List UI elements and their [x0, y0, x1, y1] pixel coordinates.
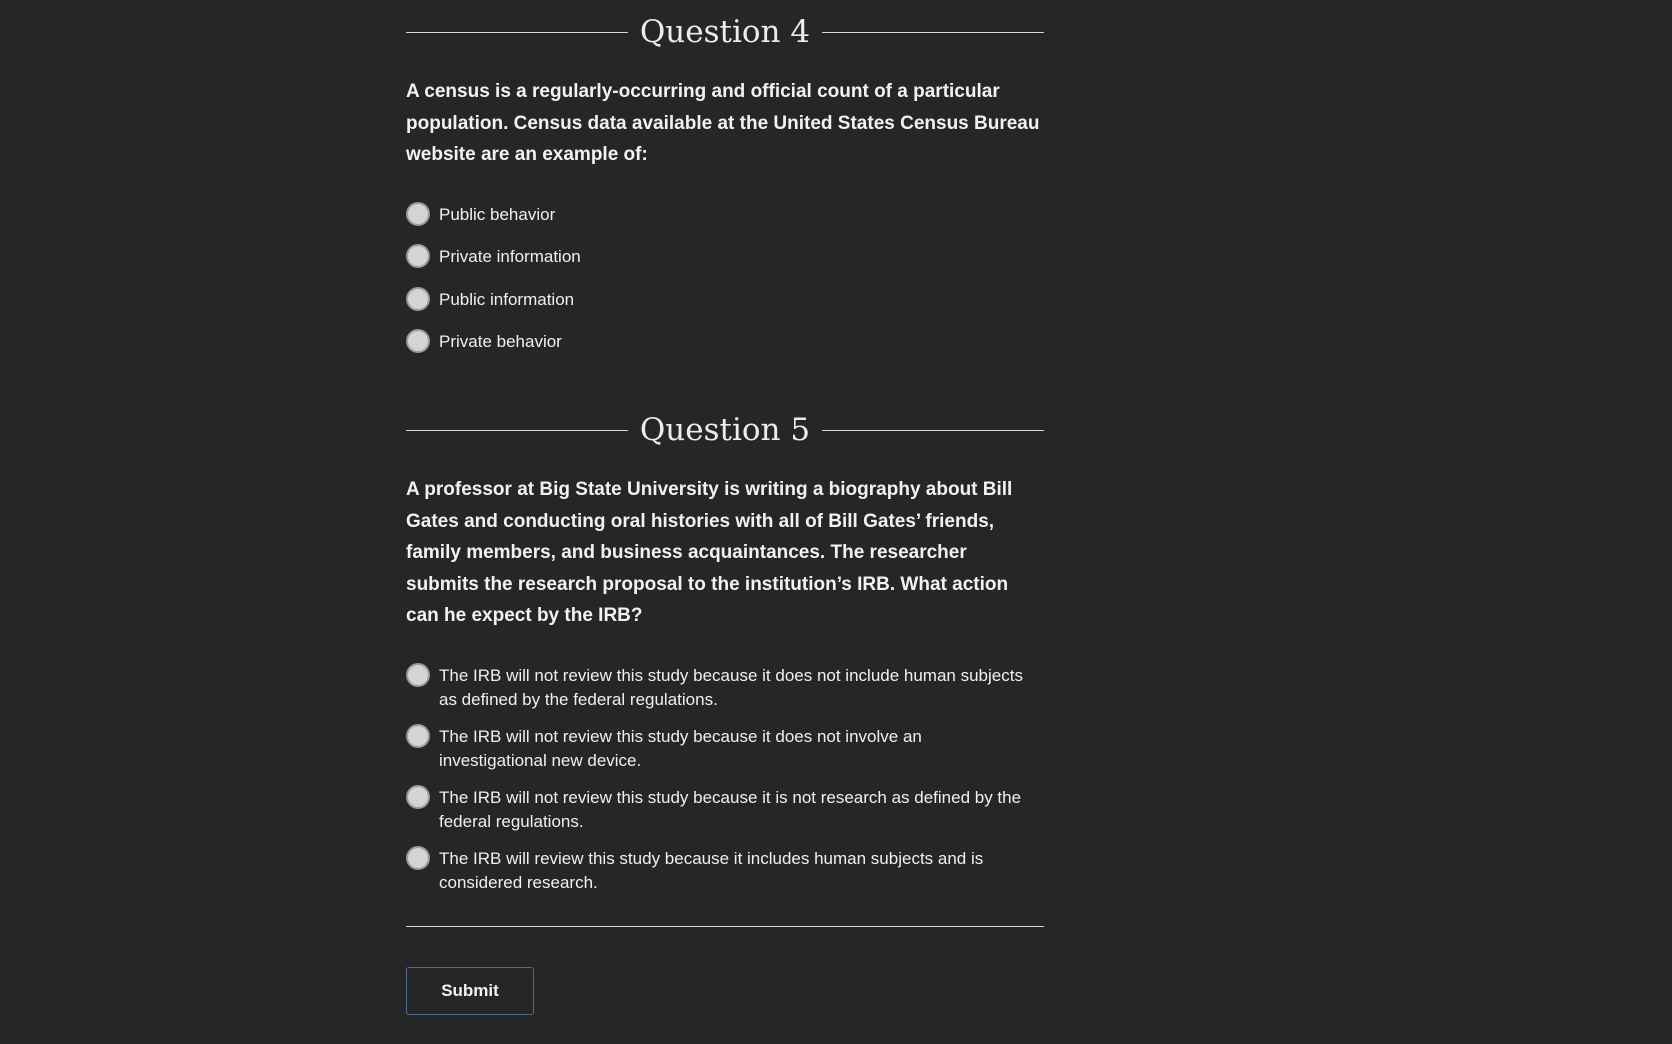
question-text: A census is a regularly-occurring and official count of a particular population. Census data available at the United States Census Bureau website are an example of:	[406, 81, 1040, 165]
divider-right	[822, 430, 1044, 431]
answer-label: Public behavior	[439, 204, 556, 224]
quiz-form	[406, 0, 1044, 1015]
divider-left	[406, 32, 628, 33]
question-header	[406, 0, 1044, 64]
radio-button[interactable]	[406, 846, 430, 870]
radio-button[interactable]	[406, 287, 430, 311]
answer-label: The IRB will review this study because it includes human subjects and is considered research.	[439, 848, 984, 892]
radio-button[interactable]	[406, 724, 430, 748]
radio-button[interactable]	[406, 202, 430, 226]
answer-option[interactable]	[406, 847, 1044, 895]
question-text: A professor at Big State University is writing a biography about Bill Gates and conducting oral histories with all of Bill Gates’ friends, family members, and business acquaintances. The researcher submits the research proposal to the institution’s IRB. What action can he expect by the IRB?	[406, 479, 1013, 626]
question-title: Question 4	[639, 14, 811, 50]
form-divider	[406, 926, 1044, 927]
answer-option[interactable]	[406, 203, 1044, 227]
submit-button[interactable]: Submit	[406, 967, 534, 1015]
question-4	[406, 0, 1044, 354]
question-title: Question 5	[639, 412, 811, 448]
radio-button[interactable]	[406, 785, 430, 809]
answer-option[interactable]	[406, 245, 1044, 269]
divider-left	[406, 430, 628, 431]
answer-option[interactable]	[406, 786, 1044, 834]
radio-button[interactable]	[406, 663, 430, 687]
answer-label: The IRB will not review this study because it is not research as defined by the federal regulations.	[439, 787, 1022, 831]
answer-label: The IRB will not review this study because it does not involve an investigational new device.	[439, 726, 922, 770]
question-header	[406, 398, 1044, 462]
answer-label: The IRB will not review this study because it does not include human subjects as defined by the federal regulations.	[439, 665, 1023, 709]
radio-button[interactable]	[406, 244, 430, 268]
answer-options	[406, 203, 1044, 355]
divider-right	[822, 32, 1044, 33]
answer-options	[406, 664, 1044, 895]
answer-label: Public information	[439, 289, 575, 309]
question-5	[406, 398, 1044, 895]
answer-option[interactable]	[406, 725, 1044, 773]
answer-option[interactable]	[406, 288, 1044, 312]
answer-option[interactable]	[406, 664, 1044, 712]
answer-option[interactable]	[406, 330, 1044, 354]
radio-button[interactable]	[406, 329, 430, 353]
answer-label: Private behavior	[439, 332, 562, 351]
answer-label: Private information	[439, 247, 581, 266]
